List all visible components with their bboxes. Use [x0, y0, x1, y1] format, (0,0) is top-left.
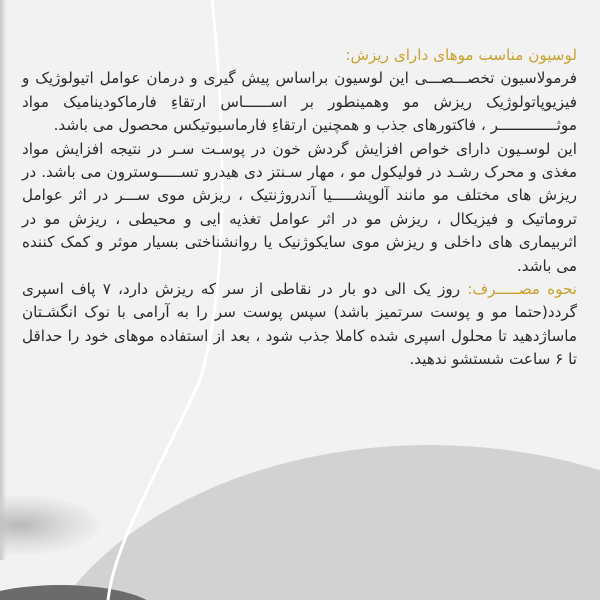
paragraph-formulation: فرمولاسیون تخصـــصـــی این لوسیون براساس پیش گیری و درمان عوامل اتیولوژیک و فیزیوپاتولوژیک ریزش مو وهمینطور بر اســــــاس ارتقاءِ فارماکودینامیک مواد موثـــــــــــــر ، فاکتورهای جذب و همچنین ارتقاءِ فارماسیوتیکس محصول می باشد.	[22, 69, 577, 135]
usage-text: روز یک الی دو بار در نقاطی از سر که ریزش دارد، ۷ پاف اسپری گردد(حتما مو و پوست سرتمیز باشد) سپس پوست سر را به آرامی با نوک انگشـتان ماساژدهید تا محلول اسپری شده کاملا جذب شود ، بعد از استفاده موهای خود را حداقل تا ۶ ساعت شستشو ندهید.	[22, 280, 577, 369]
usage-label: نحوه مصـــــرف:	[467, 280, 577, 299]
section-heading: لوسیون مناسب موهای دارای ریزش:	[345, 46, 577, 64]
paragraph-properties: این لوسـیون دارای خواص افزایش گردش خون در پوسـت سـر در نتیجه افزایش مواد مغذی و محرک رشـد در فولیکول مو ، مهار سـنتز دی هیدرو تســـــوسترون می باشد. در ریزش های مختلف مو مانند آلوپشـــــیا آندروژنتیک ، ریزش موی ســـر در اثر عوامل تروماتیک و فیزیکال ، ریزش مو در اثر عوامل تغذیه ایی و محیطی ، ریزش مو در اثربیماری های داخلی و ریزش موی سایکوژنیک یا روانشناختی بسیار موثر و کمک کننده می باشد.	[22, 139, 577, 275]
description-text-block	[22, 44, 577, 372]
paragraph-usage	[22, 278, 577, 372]
